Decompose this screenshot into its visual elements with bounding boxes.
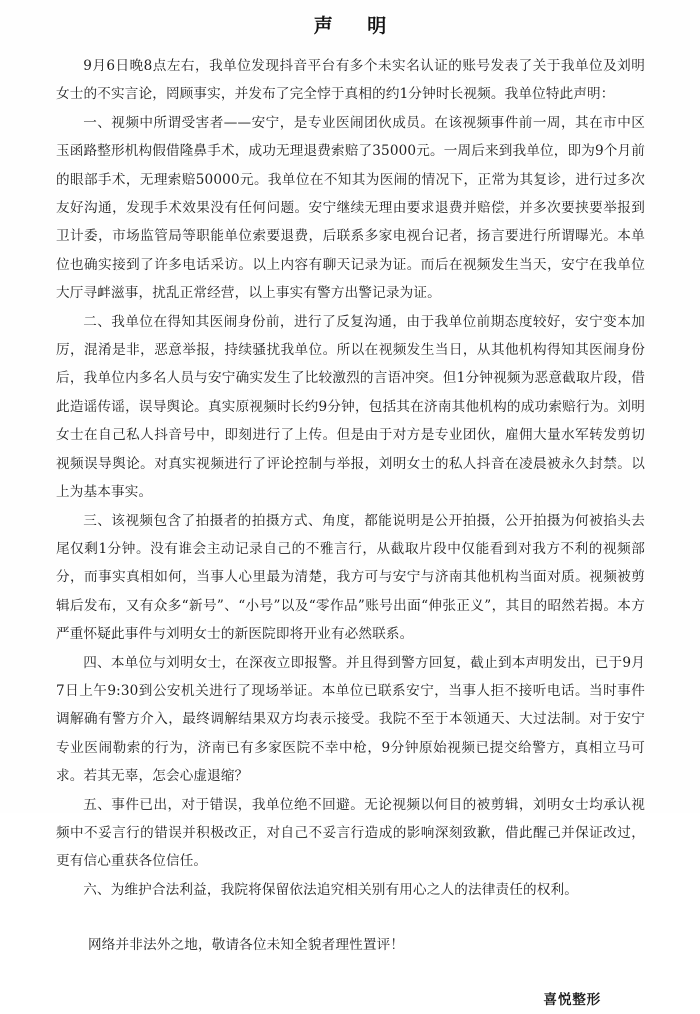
signature-spacer xyxy=(56,960,645,986)
signature-line: 喜悦整形 xyxy=(543,991,601,1008)
closing-statement: 网络并非法外之地，敬请各位未知全貌者理性置评！ xyxy=(88,937,405,954)
paragraph-item-3: 三、该视频包含了拍摄者的拍摄方式、角度，都能说明是公开拍摄，公开拍摄为何被掐头去尾仅剩1分钟。没有谁会主动记录自己的不雅言行，从截取片段中仅能看到对我方不利的视频部分，而事实真相如何，当事人心里最为清楚，我方可与安宁与济南其他机构当面对质。视频被剪辑后发布，又有众多“新号”、“小号”以及“零作品”账号出面“伸张正义”，其目的昭然若揭。本方严重怀疑此事件与刘明女士的新医院即将开业有必然联系。 xyxy=(56,512,645,643)
paragraph-item-4: 四、本单位与刘明女士，在深夜立即报警。并且得到警方回复，截止到本声明发出，已于9月7日上午9:30到公安机关进行了现场举证。本单位已联系安宁，当事人拒不接听电话。当时事件调解确有警方介入，最终调解结果双方均表示接受。我院不至于本领通天、大过法制。对于安宁专业医闹勒索的行为，济南已有多家医院不幸中枪，9分钟原始视频已提交给警方，真相立马可求。若其无辜，怎会心虚退缩？ xyxy=(56,654,645,785)
paragraph-item-6: 六、为维护合法利益，我院将保留依法追究相关别有用心之人的法律责任的权利。 xyxy=(83,881,578,898)
paragraph-item-5: 五、事件已出，对于错误，我单位绝不回避。无论视频以何目的被剪辑，刘明女士均承认视频中不妥言行的错误并积极改正，对自己不妥言行造成的影响深刻致歉，借此醒己并保证改过，更有信心重获各位信任。 xyxy=(56,796,645,870)
paragraph-item-2: 二、我单位在得知其医闹身份前，进行了反复沟通，由于我单位前期态度较好，安宁变本加厉，混淆是非，恶意举报，持续骚扰我单位。所以在视频发生当日，从其他机构得知其医闹身份后，我单位内多名人员与安宁确实发生了比较激烈的言语冲突。但1分钟视频为恶意截取片段，借此造谣传谣，误导舆论。真实原视频时长约9分钟，包括其在济南其他机构的成功索赔行为。刘明女士在自己私人抖音号中，即刻进行了上传。但是由于对方是专业团伙，雇佣大量水军转发剪切视频误导舆论。对真实视频进行了评论控制与举报，刘明女士的私人抖音在凌晨被永久封禁。以上为基本事实。 xyxy=(56,313,645,501)
document-body xyxy=(0,52,700,1014)
page-title: 声 明 xyxy=(313,15,401,37)
closing-spacer xyxy=(56,904,645,931)
paragraph-item-1: 一、视频中所谓受害者——安宁，是专业医闹团伙成员。在该视频事件前一周，其在市中区玉函路整形机构假借隆鼻手术，成功无理退费索赔了35000元。一周后来到我单位，即为9个月前的眼部手术，无理索赔50000元。我单位在不知其为医闹的情况下，正常为其复诊，进行过多次友好沟通，发现手术效果没有任何问题。安宁继续无理由要求退费并赔偿，并多次要挟要举报到卫计委，市场监管局等职能单位索要退费，后联系多家电视台记者，扬言要进行所谓曝光。本单位也确实接到了许多电话采访。以上内容有聊天记录为证。而后在视频发生当天，安宁在我单位大厅寻衅滋事，扰乱正常经营，以上事实有警方出警记录为证。 xyxy=(56,114,645,302)
paragraph-intro: 9月6日晚8点左右，我单位发现抖音平台有多个未实名认证的账号发表了关于我单位及刘明女士的不实言论，罔顾事实，并发布了完全悖于真相的约1分钟时长视频。我单位特此声明： xyxy=(56,58,645,103)
